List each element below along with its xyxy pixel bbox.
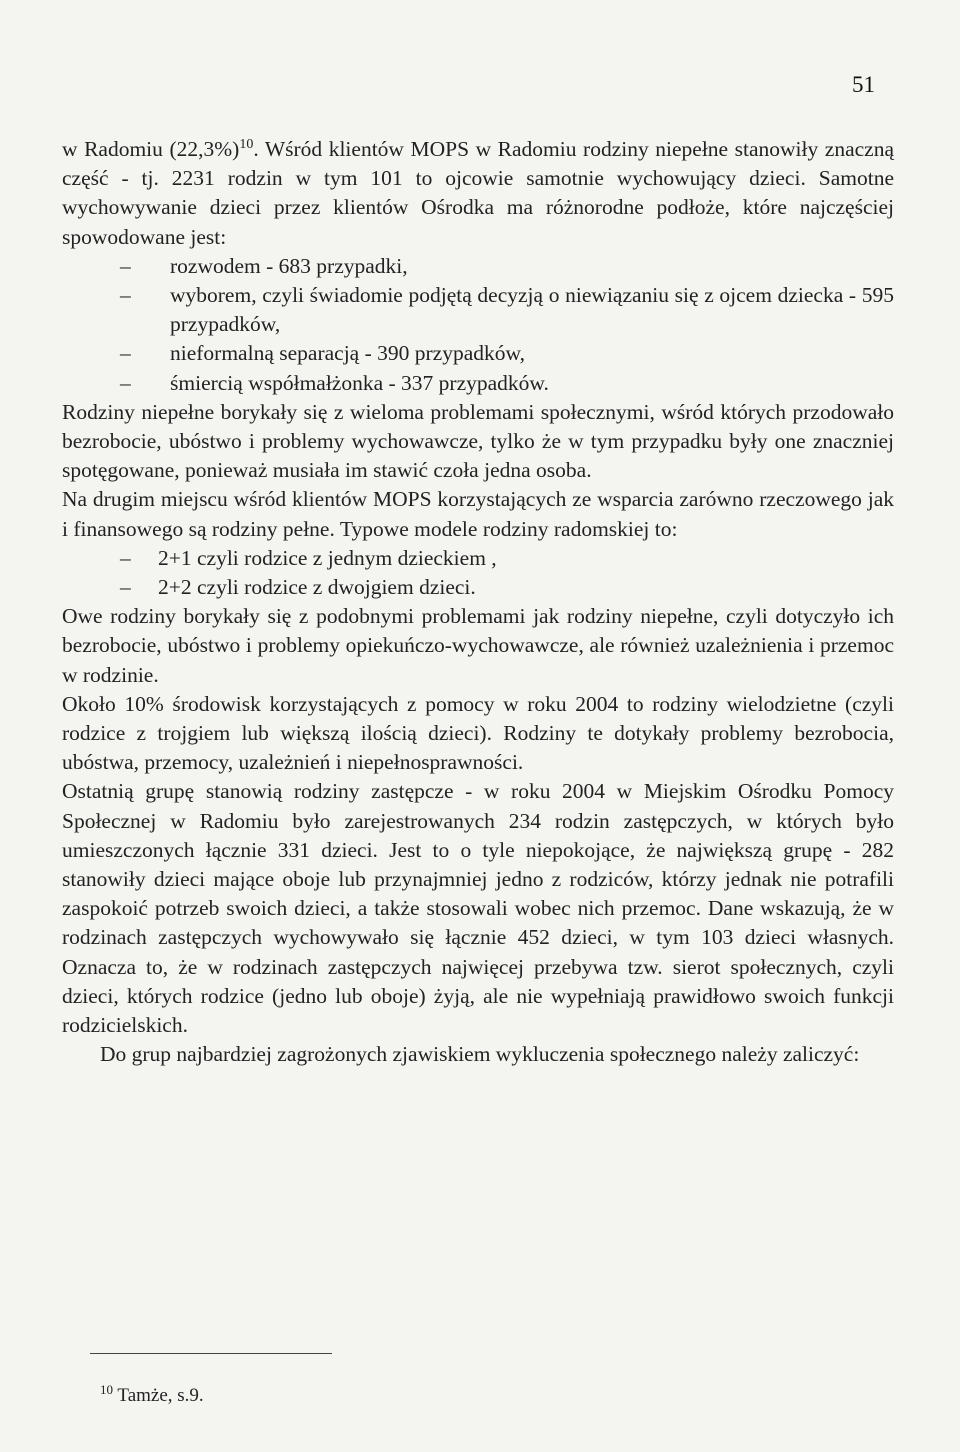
list-item	[62, 252, 894, 281]
family-models-list	[62, 544, 894, 602]
list-item-text: nieformalną separacją - 390 przypadków,	[170, 341, 525, 366]
list-item-text: rozwodem - 683 przypadki,	[170, 253, 408, 278]
intro-text: w Radomiu (22,3%)	[62, 137, 240, 161]
page-number: 51	[852, 72, 875, 97]
list-item-text: wyborem, czyli świadomie podjętą decyzją o niewiązaniu się z ojcem dziecka - 595 przypadków,	[170, 283, 894, 337]
similar-problems-paragraph: Owe rodziny borykały się z podobnymi problemami jak rodziny niepełne, czyli dotyczyło ich bezrobocie, ubóstwo i problemy opiekuńczo-wychowawcze, ale również uzależnienia i przemoc w rodzinie.	[62, 604, 894, 687]
second-place-paragraph: Na drugim miejscu wśród klientów MOPS korzystających ze wsparcia zarówno rzeczowego jak i finansowego są rodziny pełne. Typowe modele rodziny radomskiej to:	[62, 487, 894, 541]
footnote-text: Tamże, s.9.	[117, 1385, 204, 1406]
intro-text-continued: . Wśród klientów MOPS w Radomiu rodziny niepełne stanowiły znaczną część - tj. 2231 rodzin w tym 101 to ojcowie samotnie wychowujący dzieci. Samotne wychowywanie dzieci przez klientów Ośrodka ma różnorodne podłoże, które najczęściej spowodowane jest:	[62, 137, 895, 249]
dash-bullet: –	[120, 253, 131, 278]
page-body	[62, 135, 894, 1070]
footnote-number: 10	[100, 1382, 113, 1397]
footnote-separator	[90, 1353, 332, 1354]
dash-bullet: –	[120, 575, 131, 600]
foster-families-paragraph: Ostatnią grupę stanowią rodziny zastępcze - w roku 2004 w Miejskim Ośrodku Pomocy Społecznej w Radomiu było zarejestrowanych 234 rodzin zastępczych, w których było umieszczonych łącznie 331 dzieci. Jest to o tyle niepokojące, że największą grupę - 282 stanowiły dzieci mające oboje lub przynajmniej jedno z rodziców, którzy jednak nie potrafili zaspokoić potrzeb swoich dzieci, a także stosowali wobec nich przemoc. Dane wskazują, że w rodzinach zastępczych wychowywało się łącznie 452 dzieci, w tym 103 dzieci własnych. Oznacza to, że w rodzinach zastępczych najwięcej przebywa tzw. sierot społecznych, czyli dzieci, których rodzice (jedno lub oboje) żyją, ale nie wypełniają prawidłowo swoich funkcji rodzicielskich.	[62, 779, 894, 1038]
list-item-text: 2+1 czyli rodzice z jednym dzieckiem ,	[158, 545, 497, 570]
risk-groups-paragraph: Do grup najbardziej zagrożonych zjawiskiem wykluczenia społecznego należy zaliczyć:	[100, 1042, 860, 1067]
list-item	[62, 339, 894, 368]
list-item-text: 2+2 czyli rodzice z dwojgiem dzieci.	[158, 575, 476, 600]
list-item	[62, 281, 894, 339]
footnote	[100, 1382, 204, 1407]
dash-bullet: –	[120, 545, 131, 570]
problems-paragraph: Rodziny niepełne borykały się z wieloma problemami społecznymi, wśród których przodowało bezrobocie, ubóstwo i problemy wychowawcze, tylko że w tym przypadku były one znaczniej spotęgowane, ponieważ musiała im stawić czoła jedna osoba.	[62, 399, 894, 483]
list-item	[62, 544, 894, 573]
list-item	[62, 573, 894, 602]
causes-list	[62, 252, 894, 398]
large-families-paragraph: Około 10% środowisk korzystających z pomocy w roku 2004 to rodziny wielodzietne (czyli rodzice z trojgiem lub większą ilością dzieci). Rodziny te dotykały problemy bezrobocia, ubóstwa, przemocy, uzależnień i niepełnosprawności.	[62, 691, 894, 775]
intro-paragraph	[62, 135, 894, 252]
list-item-text: śmiercią współmałżonka - 337 przypadków.	[170, 370, 549, 395]
dash-bullet: –	[120, 370, 131, 395]
dash-bullet: –	[120, 283, 131, 308]
footnote-reference: 10	[239, 137, 254, 152]
list-item	[62, 369, 894, 398]
dash-bullet: –	[120, 341, 131, 366]
